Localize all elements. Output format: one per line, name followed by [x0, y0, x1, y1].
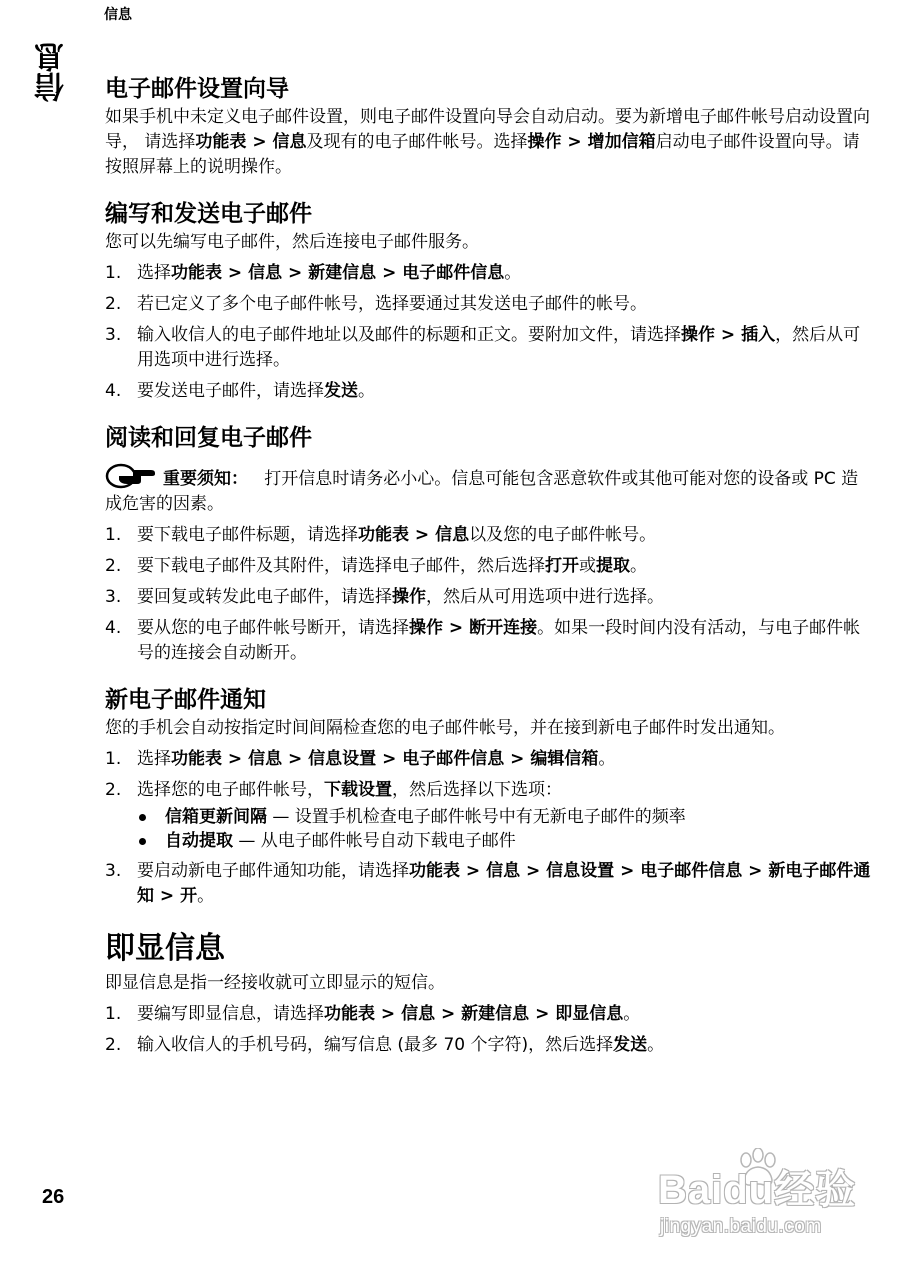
- section-instant-messages: [105, 927, 871, 1058]
- step-item: 2. 输入收信人的手机号码，编写信息 (最多 70 个字符)，然后选择发送。: [105, 1035, 665, 1055]
- section-title: 阅读和回复电子邮件: [105, 425, 312, 451]
- step-item: 3. 输入收信人的电子邮件地址以及邮件的标题和正文。要附加文件，请选择操作 > 插入，然后从可用选项中进行选择。: [105, 325, 861, 370]
- steps-list: [105, 1002, 871, 1058]
- step-item: 2. 选择您的电子邮件帐号，下载设置，然后选择以下选项： 信箱更新间隔 — 设置手机检查电子邮件帐号中有无新电子邮件的频率 自动提取 — 从电子邮件帐号自动下载电子邮件: [105, 778, 871, 853]
- step-item: 3. 要回复或转发此电子邮件，请选择操作，然后从可用选项中进行选择。: [105, 587, 664, 607]
- option-item: 信箱更新间隔 — 设置手机检查电子邮件帐号中有无新电子邮件的频率: [137, 805, 871, 829]
- watermark-url: jingyan.baidu.com: [660, 1216, 822, 1237]
- section-title: 新电子邮件通知: [105, 687, 266, 713]
- section-email-setup-wizard: [105, 73, 871, 180]
- options-list: [137, 805, 871, 853]
- step-item: 4. 要从您的电子邮件帐号断开，请选择操作 > 断开连接。如果一段时间内没有活动，与电子邮件帐号的连接会自动断开。: [105, 618, 861, 663]
- bullet-icon: [139, 838, 146, 845]
- hand-pointing-icon: [105, 462, 161, 492]
- side-section-tab: 信息: [35, 42, 70, 102]
- step-item: 1. 要编写即显信息，请选择功能表 > 信息 > 新建信息 > 即显信息。: [105, 1004, 641, 1024]
- section-intro: 您可以先编写电子邮件，然后连接电子邮件服务。: [105, 232, 479, 252]
- running-header: 信息: [104, 7, 132, 23]
- section-intro: 您的手机会自动按指定时间间隔检查您的电子邮件帐号，并在接到新电子邮件时发出通知。: [105, 718, 785, 738]
- baidu-watermark: [658, 1148, 888, 1258]
- section-compose-email: [105, 198, 871, 404]
- section-new-email-notification: [105, 684, 871, 909]
- page-number: 26: [42, 1186, 65, 1208]
- step-item: 2. 要下载电子邮件及其附件，请选择电子邮件，然后选择打开或提取。: [105, 556, 647, 576]
- bullet-icon: [139, 814, 146, 821]
- step-item: 1. 选择功能表 > 信息 > 信息设置 > 电子邮件信息 > 编辑信箱。: [105, 749, 616, 769]
- chapter-title: 即显信息: [105, 931, 225, 966]
- section-intro: 即显信息是指一经接收就可立即显示的短信。: [105, 973, 445, 993]
- watermark-logo: Baidu经验: [658, 1168, 857, 1212]
- step-item: 2. 若已定义了多个电子邮件帐号，选择要通过其发送电子邮件的帐号。: [105, 294, 647, 314]
- important-note: [105, 462, 871, 517]
- note-label: 重要须知：: [163, 469, 248, 489]
- page-content: [105, 73, 871, 1076]
- section-title: 电子邮件设置向导: [105, 76, 289, 102]
- step-item: 1. 选择功能表 > 信息 > 新建信息 > 电子邮件信息。: [105, 263, 522, 283]
- step-item: 1. 要下载电子邮件标题，请选择功能表 > 信息以及您的电子邮件帐号。: [105, 525, 657, 545]
- steps-list: [105, 261, 871, 404]
- steps-list: [105, 747, 871, 909]
- steps-list: [105, 523, 871, 666]
- section-body: 如果手机中未定义电子邮件设置，则电子邮件设置向导会自动启动。要为新增电子邮件帐号启动设置向导， 请选择功能表 > 信息及现有的电子邮件帐号。选择操作 > 增加信箱启动电子邮件设置向导。请按照屏幕上的说明操作。: [105, 107, 870, 177]
- section-title: 编写和发送电子邮件: [105, 201, 312, 227]
- note-text: 打开信息时请务必小心。信息可能包含恶意软件或其他可能对您的设备或 PC 造成危害的因素。: [105, 469, 859, 514]
- step-item: 4. 要发送电子邮件，请选择发送。: [105, 381, 375, 401]
- step-item: 3. 要启动新电子邮件通知功能，请选择功能表 > 信息 > 信息设置 > 电子邮件信息 > 新电子邮件通知 > 开。: [105, 861, 871, 906]
- option-item: 自动提取 — 从电子邮件帐号自动下载电子邮件: [137, 829, 871, 853]
- section-read-reply-email: [105, 422, 871, 666]
